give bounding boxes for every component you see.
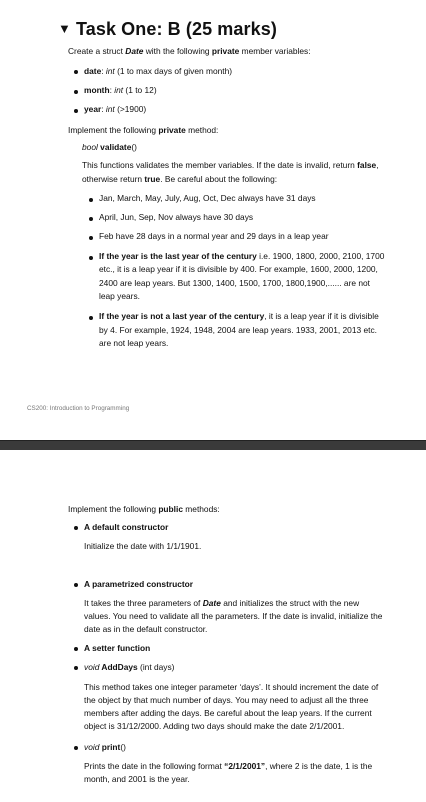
member-year: year: int (>1900) bbox=[84, 104, 147, 114]
bullet bbox=[89, 198, 93, 202]
impl-private-line: Implement the following private method: bbox=[68, 125, 219, 135]
param-ctor-line-3: date as in the default constructor. bbox=[84, 624, 208, 634]
impl-public-line: Implement the following public methods: bbox=[68, 504, 220, 514]
validate-signature: bool validate() bbox=[82, 142, 137, 152]
adddays-line-4: object is 31/12/2000. Adding two days should make the date 2/1/2001. bbox=[84, 721, 345, 731]
setter-title: A setter function bbox=[84, 643, 151, 653]
bullet bbox=[89, 256, 93, 260]
print-signature: void print() bbox=[84, 742, 126, 752]
bullet bbox=[89, 217, 93, 221]
non-century-rule-line-1: If the year is not a last year of the century, it is a leap year if it is divisible bbox=[99, 311, 379, 321]
bullet bbox=[74, 666, 78, 670]
adddays-line-2: the object by that much number of days. You may need to adjust all the three bbox=[84, 695, 369, 705]
print-line-1: Prints the date in the following format “2/1/2001”, where 2 is the date, 1 is the bbox=[84, 761, 373, 771]
member-date: date: int (1 to max days of given month) bbox=[84, 66, 233, 76]
bullet bbox=[74, 90, 78, 94]
bullet bbox=[74, 526, 78, 530]
document-page-2 bbox=[0, 450, 426, 802]
bullet bbox=[74, 109, 78, 113]
adddays-line-3: members after adding the days. Be careful about the leap years. If the current bbox=[84, 708, 372, 718]
bullet bbox=[89, 236, 93, 240]
param-ctor-line-1: It takes the three parameters of Date and initializes the struct with the new bbox=[84, 598, 360, 608]
collapse-triangle-icon[interactable]: ▼ bbox=[58, 21, 71, 36]
task-heading bbox=[58, 19, 277, 40]
rule-31-days: Jan, March, May, July, Aug, Oct, Dec always have 31 days bbox=[99, 193, 316, 203]
default-ctor-title: A default constructor bbox=[84, 522, 169, 532]
validate-desc-line-2: otherwise return true. Be careful about the following: bbox=[82, 174, 278, 184]
page-footer: CS200: Introduction to Programming bbox=[27, 405, 130, 412]
struct-intro: Create a struct Date with the following private member variables: bbox=[68, 46, 311, 56]
century-rule-line-4: leap years. bbox=[99, 291, 140, 301]
century-rule-line-1: If the year is the last year of the century i.e. 1900, 1800, 2000, 2100, 1700 bbox=[99, 251, 385, 261]
validate-desc-line-1: This functions validates the member variables. If the date is invalid, return false, bbox=[82, 160, 379, 170]
adddays-signature: void AddDays (int days) bbox=[84, 662, 175, 672]
non-century-rule-line-2: by 4. For example, 1924, 1948, 2004 are leap years. 1933, 2001, 2013 etc. bbox=[99, 325, 377, 335]
member-month: month: int (1 to 12) bbox=[84, 85, 157, 95]
bullet bbox=[74, 70, 78, 74]
default-ctor-desc: Initialize the date with 1/1/1901. bbox=[84, 541, 202, 551]
rule-feb: Feb have 28 days in a normal year and 29 days in a leap year bbox=[99, 231, 329, 241]
print-line-2: month, and 2001 is the year. bbox=[84, 774, 190, 784]
bullet bbox=[89, 316, 93, 320]
param-ctor-title: A parametrized constructor bbox=[84, 579, 194, 589]
bullet bbox=[74, 647, 78, 651]
task-heading-text: Task One: B (25 marks) bbox=[75, 19, 277, 39]
param-ctor-line-2: values. You need to validate all the parameters. If the date is invalid, initialize the bbox=[84, 611, 383, 621]
bullet bbox=[74, 583, 78, 587]
adddays-line-1: This method takes one integer parameter ‘days’. It should increment the date of bbox=[84, 682, 379, 692]
non-century-rule-line-3: are not leap years. bbox=[99, 338, 169, 348]
century-rule-line-3: 2400 are leap years. But 1300, 1400, 1500, 1700, 1800,1900,...... are not bbox=[99, 278, 370, 288]
century-rule-line-2: etc., it is a leap year if it is divisible by 400. For example, 1600, 2000, 1200, bbox=[99, 264, 378, 274]
bullet bbox=[74, 746, 78, 750]
rule-30-days: April, Jun, Sep, Nov always have 30 days bbox=[99, 212, 254, 222]
